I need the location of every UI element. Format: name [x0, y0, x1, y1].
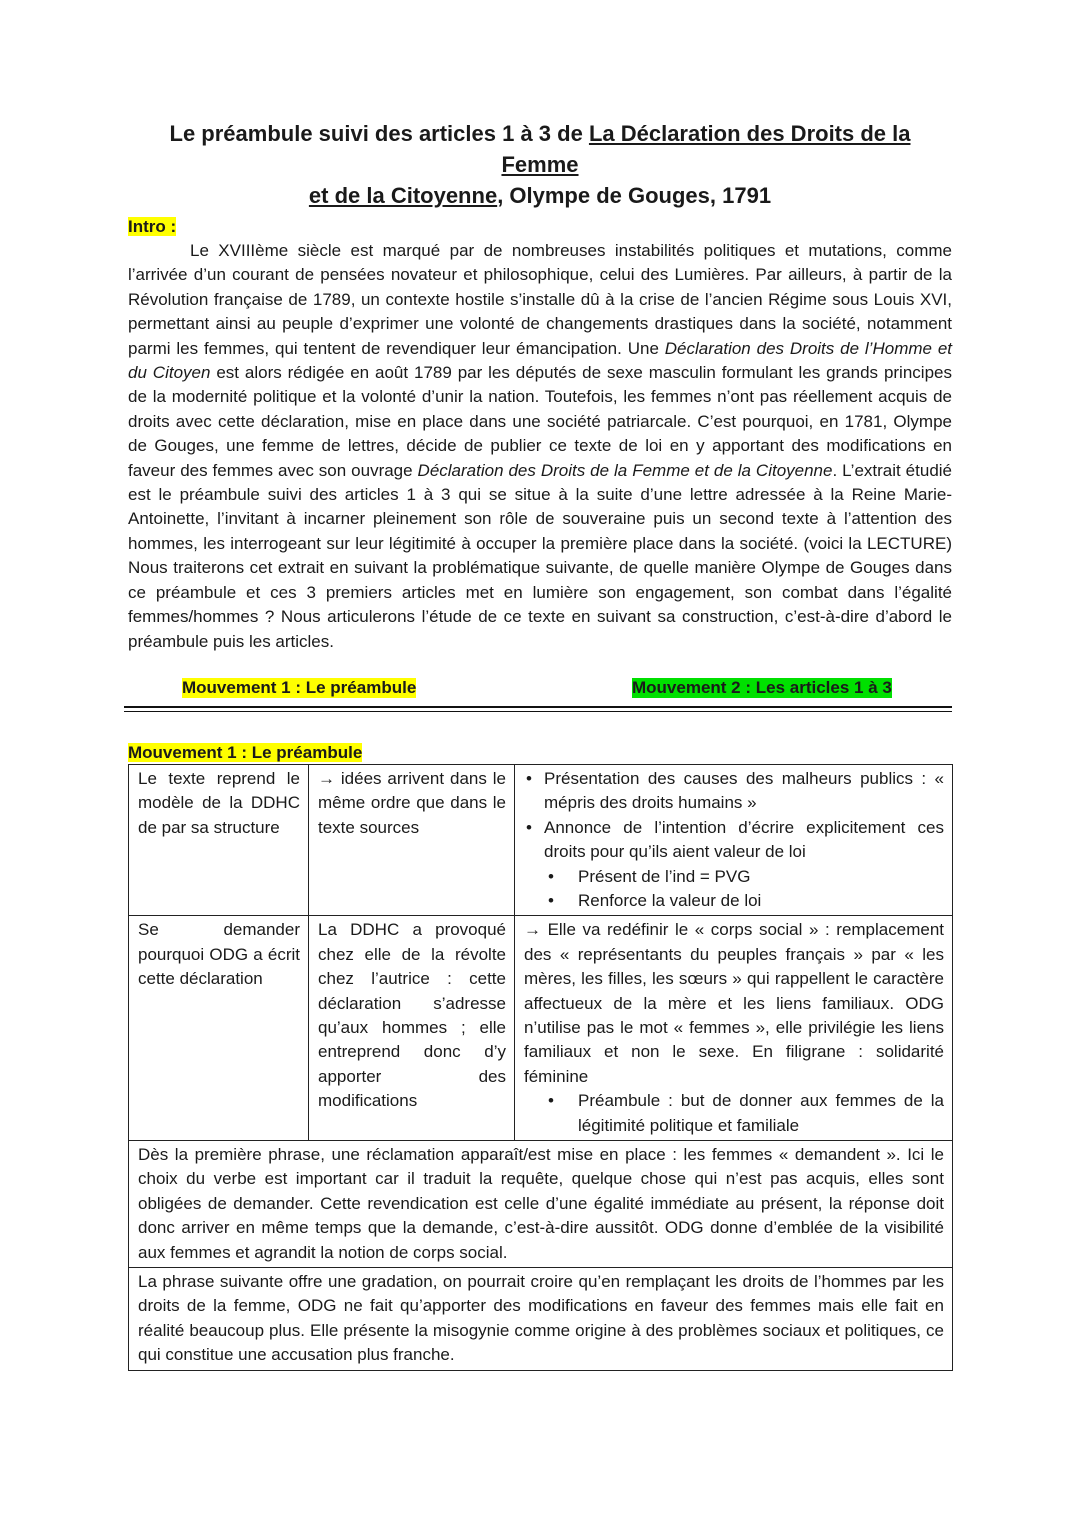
row1-col3: [515, 764, 953, 915]
title-line2-underlined: et de la Citoyenne: [308, 183, 498, 208]
row2-col2: La DDHC a provoqué chez elle de la révolte chez l’autrice : cette déclaration s’adresse qu’aux hommes ; elle entreprend donc d’y apporter des modifications: [309, 916, 515, 1141]
title-line1-plain: Le préambule suivi des articles 1 à 3 de: [169, 121, 589, 146]
row1-col2: → idées arrivent dans le même ordre que dans le texte sources: [309, 764, 515, 915]
row3-full: Dès la première phrase, une réclamation apparaît/est mise en place : les femmes « demandent ». Ici le choix du verbe est important car il traduit la requête, quelque chose qui n’est pas acquis, elles sont obligées de demander. Cette revendication est celle d’une égalité immédiate au présent, la réponse doit donc arriver en même temps que la demande, c’est-à-dire aussitôt. ODG donne d’emblée de la visibilité aux femmes et agrandit la notion de corps social.: [129, 1141, 953, 1268]
intro-paragraph: Le XVIIIème siècle est marqué par de nombreuses instabilités politiques et mutations, comme l’arrivée d’un courant de pensées novateur et philosophique, celui des Lumières. Par ailleurs, à partir de la Révolution française de 1789, un contexte hostile s’installe dû à la crise de l’ancien Régime sous Louis XVI, permettant ainsi au peuple d’exprimer une volonté de changements drastiques dans la société, notamment parmi les femmes, qui tentent de revendiquer leur émancipation. Une Déclaration des Droits de l’Homme et du Citoyen est alors rédigée en août 1789 par les députés de sexe masculin formulant les grands principes de la modernité politique et la volonté d’unir la nation. Toutefois, les femmes n’ont pas réellement acquis de droits avec cette déclaration, mise en place dans une société patriarcale. C’est pourquoi, en 1781, Olympe de Gouges, une femme de lettres, décide de publier ce texte de loi en y apportant des modifications en faveur des femmes avec son ouvrage Déclaration des Droits de la Femme et de la Citoyenne. L’extrait étudié est le préambule suivi des articles 1 à 3 qui se situe à la suite d’une lettre adressée à la Reine Marie-Antoinette, l’invitant à incarner pleinement son rôle de souveraine puis un second texte à l’attention des hommes, les interrogeant sur leur légitimité à occuper la première place dans la société. (voici la LECTURE) Nous traiterons cet extrait en suivant la problématique suivante, de quelle manière Olympe de Gouges dans ce préambule et ces 3 premiers articles met en lumière son engagement, son combat dans l’égalité femmes/hommes ? Nous articulerons l’étude de ce texte en suivant sa construction, c’est-à-dire d’abord le préambule puis les articles.: [128, 241, 953, 651]
intro-italic-ddfc: Déclaration des Droits de la Femme et de la Citoyenne: [417, 460, 833, 480]
title-line2-plain: , Olympe de Gouges, 1791: [497, 183, 772, 208]
list-item: • Présent de l’ind = PVG: [578, 865, 944, 889]
row2-col1: Se demander pourquoi ODG a écrit cette déclaration: [129, 916, 309, 1141]
table-row: [129, 916, 953, 1141]
analysis-table: [128, 764, 953, 1371]
list-item: • Préambule : but de donner aux femmes de la légitimité politique et familiale: [578, 1089, 944, 1138]
table-row: [129, 764, 953, 915]
section-1-heading: Mouvement 1 : Le préambule: [128, 742, 363, 762]
list-item: • Annonce de l’intention d’écrire explicitement ces droits pour qu’ils aient valeur de loi: [544, 816, 944, 865]
row1-col1: Le texte reprend le modèle de la DDHC de par sa structure: [129, 764, 309, 915]
movement-1-label: Mouvement 1 : Le préambule: [182, 677, 417, 697]
table-row: [129, 1141, 953, 1268]
list-item: • Présentation des causes des malheurs publics : « mépris des droits humains »: [544, 767, 944, 816]
table-row: [129, 1268, 953, 1371]
title-line1-underlined: La Déclaration des Droits de la Femme: [501, 121, 911, 177]
row4-full: La phrase suivante offre une gradation, on pourrait croire qu’en remplaçant les droits de l’hommes par les droits de la femme, ODG ne fait qu’apporter des modifications en faveur des femmes mais elle fait en réalité beaucoup plus. Elle présente la misogynie comme origine à des problèmes sociaux et politiques, ce qui constitue une accusation plus franche.: [129, 1268, 953, 1371]
movements-row: [128, 678, 952, 700]
document-title: [128, 118, 952, 211]
double-divider: [124, 706, 952, 712]
intro-label: Intro :: [128, 217, 177, 236]
list-item: • Renforce la valeur de loi: [578, 889, 944, 913]
movement-2-label: Mouvement 2 : Les articles 1 à 3: [632, 677, 892, 697]
document-page: [128, 118, 952, 1371]
intro-italic-ddhc: Déclaration des Droits de l’Homme et du Citoyen: [128, 338, 953, 383]
row2-col3: → Elle va redéfinir le « corps social » : remplacement des « représentants du peuples français » par « les mères, les filles, les sœurs » qui rappellent le caractère affectueux de la mère et les liens familiaux. ODG n’utilise pas le mot « femmes », elle privilégie les liens familiaux et non le sexe. En filigrane : solidarité féminine • Préambule : but de donner aux femmes de la légitimité politique et familiale: [515, 916, 953, 1141]
